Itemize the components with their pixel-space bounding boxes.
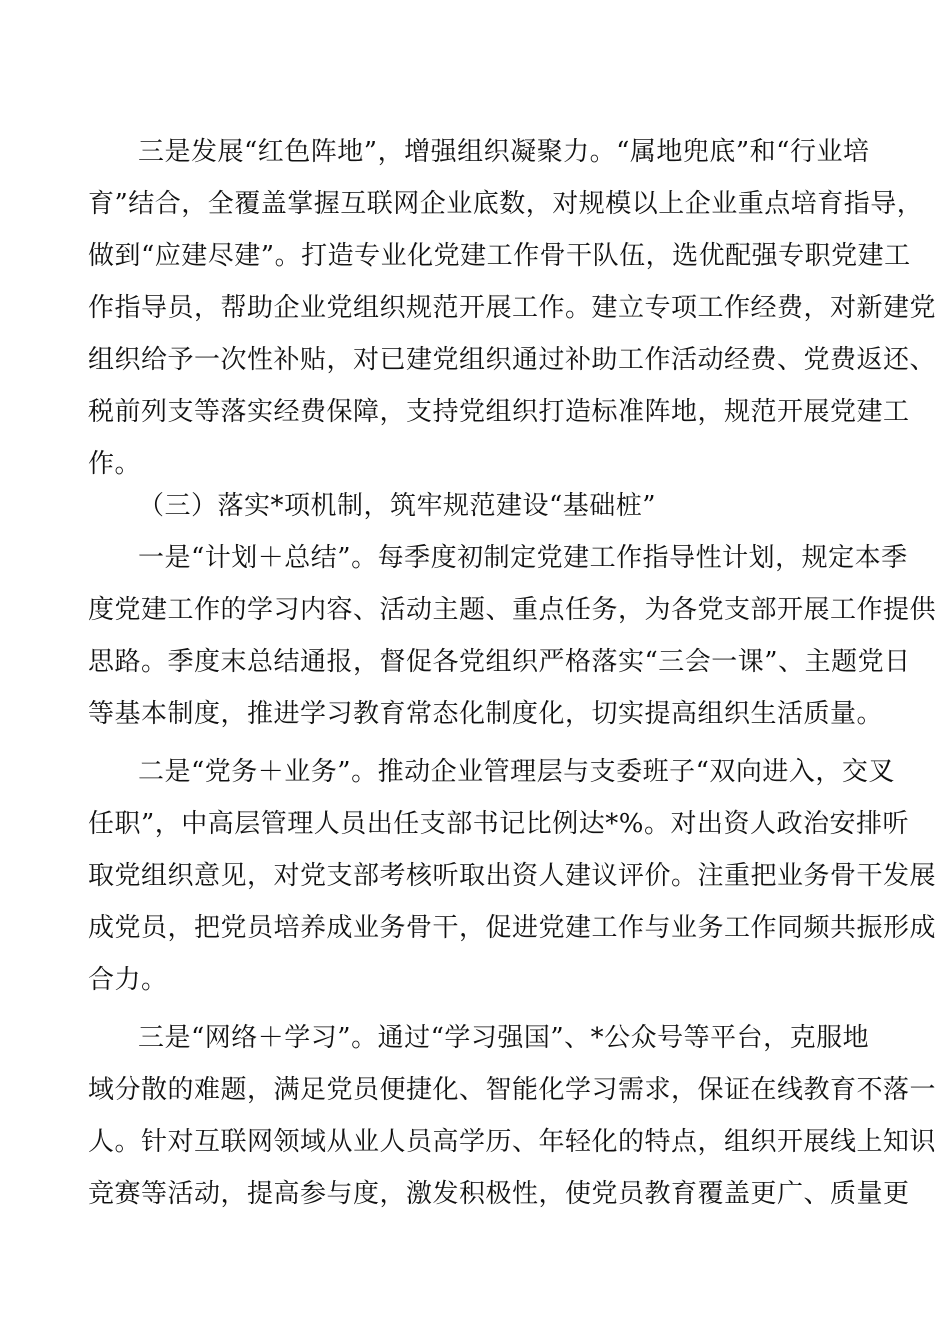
paragraph-line: 成党员，把党员培养成业务骨干，促进党建工作与业务工作同频共振形成 (88, 913, 937, 943)
paragraph-line: 二是“党务＋业务”。推动企业管理层与支委班子“双向进入，交叉 (138, 757, 895, 787)
section-heading: （三）落实*项机制，筑牢规范建设“基础桩” (138, 491, 657, 521)
paragraph-line: 做到“应建尽建”。打造专业化党建工作骨干队伍，选优配强专职党建工 (88, 241, 911, 271)
paragraph-line: 取党组织意见，对党支部考核听取出资人建议评价。注重把业务骨干发展 (88, 861, 937, 891)
paragraph-line: 税前列支等落实经费保障，支持党组织打造标准阵地，规范开展党建工 (88, 397, 910, 427)
paragraph-line: 域分散的难题，满足党员便捷化、智能化学习需求，保证在线教育不落一 (88, 1075, 937, 1105)
paragraph-line: 三是“网络＋学习”。通过“学习强国”、*公众号等平台，克服地 (138, 1023, 870, 1053)
paragraph-line: 作。 (88, 449, 142, 479)
paragraph-line: 竞赛等活动，提高参与度，激发积极性，使党员教育覆盖更广、质量更 (88, 1179, 910, 1209)
paragraph-line: 作指导员，帮助企业党组织规范开展工作。建立专项工作经费，对新建党 (88, 293, 937, 323)
paragraph-line: 人。针对互联网领域从业人员高学历、年轻化的特点，组织开展线上知识 (88, 1127, 937, 1157)
paragraph-line: 任职”，中高层管理人员出任支部书记比例达*%。对出资人政治安排听 (88, 809, 909, 839)
paragraph-line: 三是发展“红色阵地”，增强组织凝聚力。“属地兜底”和“行业培 (138, 137, 870, 167)
paragraph-line: 等基本制度，推进学习教育常态化制度化，切实提高组织生活质量。 (88, 699, 884, 729)
paragraph-line: 一是“计划＋总结”。每季度初制定党建工作指导性计划，规定本季 (138, 543, 908, 573)
paragraph-line: 育”结合，全覆盖掌握互联网企业底数，对规模以上企业重点培育指导， (88, 189, 924, 219)
paragraph-line: 思路。季度末总结通报，督促各党组织严格落实“三会一课”、主题党日 (88, 647, 911, 677)
paragraph-line: 度党建工作的学习内容、活动主题、重点任务，为各党支部开展工作提供 (88, 595, 937, 625)
paragraph-line: 合力。 (88, 965, 168, 995)
paragraph-line: 组织给予一次性补贴，对已建党组织通过补助工作活动经费、党费返还、 (88, 345, 937, 375)
